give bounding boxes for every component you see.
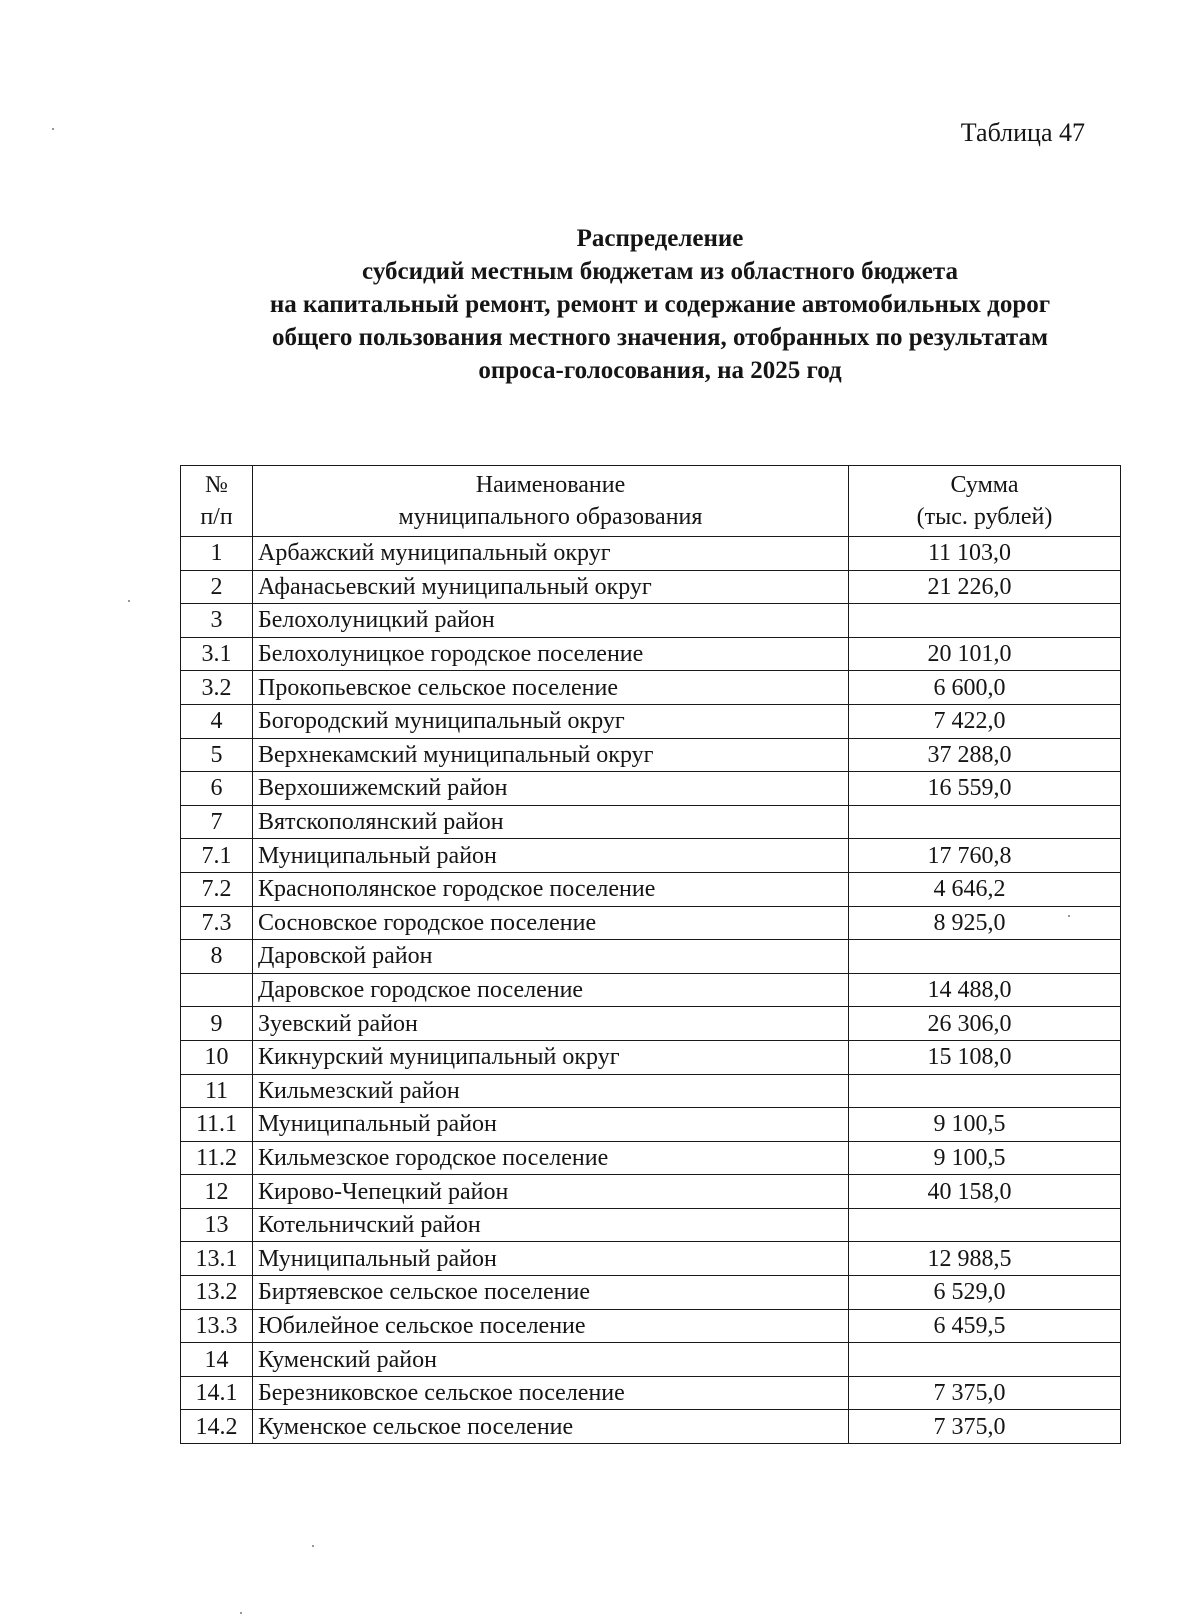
row-sum: 37 288,0	[849, 738, 1121, 772]
row-number: 11.2	[181, 1141, 253, 1175]
table-row	[181, 671, 1121, 705]
table-row	[181, 1276, 1121, 1310]
row-name: Муниципальный район	[253, 1242, 849, 1276]
row-number: 12	[181, 1175, 253, 1209]
table-row	[181, 1040, 1121, 1074]
row-name: Березниковское сельское поселение	[253, 1376, 849, 1410]
row-sum: 6 600,0	[849, 671, 1121, 705]
row-number: 1	[181, 537, 253, 571]
row-number: 13.1	[181, 1242, 253, 1276]
row-sum: 11 103,0	[849, 537, 1121, 571]
row-name: Афанасьевский муниципальный округ	[253, 570, 849, 604]
header-name-line1: Наименование	[475, 472, 626, 498]
table-row	[181, 704, 1121, 738]
row-number: 9	[181, 1007, 253, 1041]
row-name: Куменский район	[253, 1343, 849, 1377]
row-number: 8	[181, 940, 253, 974]
table-row	[181, 906, 1121, 940]
row-number: 3.2	[181, 671, 253, 705]
row-sum: 7 422,0	[849, 704, 1121, 738]
row-sum: 12 988,5	[849, 1242, 1121, 1276]
row-name: Арбажский муниципальный округ	[253, 537, 849, 571]
row-sum: 14 488,0	[849, 973, 1121, 1007]
row-name: Краснополянское городское поселение	[253, 872, 849, 906]
table-header-row	[181, 466, 1121, 537]
header-number	[181, 466, 253, 537]
table-row	[181, 1376, 1121, 1410]
scan-speck	[128, 600, 130, 602]
row-sum: 6 459,5	[849, 1309, 1121, 1343]
row-number: 10	[181, 1040, 253, 1074]
row-number: 7.2	[181, 872, 253, 906]
table-row	[181, 1410, 1121, 1444]
row-number: 7	[181, 805, 253, 839]
table-row	[181, 1175, 1121, 1209]
row-name: Прокопьевское сельское поселение	[253, 671, 849, 705]
scan-speck	[240, 1612, 242, 1614]
row-number: 13.2	[181, 1276, 253, 1310]
row-sum	[849, 1208, 1121, 1242]
table-row	[181, 1208, 1121, 1242]
table-row	[181, 772, 1121, 806]
row-number: 7.1	[181, 839, 253, 873]
row-name: Котельничский район	[253, 1208, 849, 1242]
table-row	[181, 1007, 1121, 1041]
table-row	[181, 1242, 1121, 1276]
row-sum: 16 559,0	[849, 772, 1121, 806]
row-sum: 9 100,5	[849, 1141, 1121, 1175]
row-sum: 17 760,8	[849, 839, 1121, 873]
row-number: 5	[181, 738, 253, 772]
row-name: Сосновское городское поселение	[253, 906, 849, 940]
table-row	[181, 1108, 1121, 1142]
row-number: 14.2	[181, 1410, 253, 1444]
row-name: Богородский муниципальный округ	[253, 704, 849, 738]
row-number: 6	[181, 772, 253, 806]
table-row	[181, 1309, 1121, 1343]
row-number: 13.3	[181, 1309, 253, 1343]
table-row	[181, 940, 1121, 974]
row-number	[181, 973, 253, 1007]
row-name: Даровское городское поселение	[253, 973, 849, 1007]
document-title	[160, 222, 1160, 387]
row-number: 11	[181, 1074, 253, 1108]
row-number: 14.1	[181, 1376, 253, 1410]
row-sum: 6 529,0	[849, 1276, 1121, 1310]
row-number: 3.1	[181, 637, 253, 671]
header-sum-line1: Сумма	[950, 472, 1019, 498]
row-name: Кирово-Чепецкий район	[253, 1175, 849, 1209]
scan-speck	[312, 1545, 314, 1547]
table-row	[181, 604, 1121, 638]
row-number: 2	[181, 570, 253, 604]
scan-speck	[1068, 915, 1070, 917]
row-sum	[849, 604, 1121, 638]
table-row	[181, 1074, 1121, 1108]
table-body	[181, 537, 1121, 1444]
table-row	[181, 570, 1121, 604]
table-row	[181, 738, 1121, 772]
row-sum: 40 158,0	[849, 1175, 1121, 1209]
row-number: 11.1	[181, 1108, 253, 1142]
row-name: Белохолуницкое городское поселение	[253, 637, 849, 671]
row-sum: 7 375,0	[849, 1376, 1121, 1410]
table-row	[181, 872, 1121, 906]
row-sum	[849, 940, 1121, 974]
row-name: Верхошижемский район	[253, 772, 849, 806]
table-row	[181, 1343, 1121, 1377]
row-sum: 20 101,0	[849, 637, 1121, 671]
row-number: 14	[181, 1343, 253, 1377]
row-sum: 21 226,0	[849, 570, 1121, 604]
title-line: общего пользования местного значения, отобранных по результатам	[271, 324, 1049, 351]
row-sum	[849, 1074, 1121, 1108]
header-sum-line2: (тыс. рублей)	[916, 504, 1053, 530]
table-row	[181, 537, 1121, 571]
row-name: Верхнекамский муниципальный округ	[253, 738, 849, 772]
header-number-line1: №	[205, 472, 228, 498]
header-sum	[849, 466, 1121, 537]
header-name	[253, 466, 849, 537]
row-name: Юбилейное сельское поселение	[253, 1309, 849, 1343]
row-name: Куменское сельское поселение	[253, 1410, 849, 1444]
table-row	[181, 839, 1121, 873]
row-sum: 4 646,2	[849, 872, 1121, 906]
row-name: Муниципальный район	[253, 1108, 849, 1142]
table-row	[181, 637, 1121, 671]
row-name: Кильмезское городское поселение	[253, 1141, 849, 1175]
row-name: Кикнурский муниципальный округ	[253, 1040, 849, 1074]
row-number: 3	[181, 604, 253, 638]
row-number: 4	[181, 704, 253, 738]
subsidy-distribution-table	[180, 465, 1121, 1444]
row-number: 7.3	[181, 906, 253, 940]
scan-speck	[52, 128, 54, 130]
title-line: на капитальный ремонт, ремонт и содержание автомобильных дорог	[269, 291, 1051, 318]
row-sum: 26 306,0	[849, 1007, 1121, 1041]
table-number-label: Таблица 47	[960, 118, 1085, 147]
row-name: Вятскополянский район	[253, 805, 849, 839]
title-line: Распределение	[576, 225, 744, 252]
row-sum: 8 925,0	[849, 906, 1121, 940]
row-name: Муниципальный район	[253, 839, 849, 873]
row-name: Кильмезский район	[253, 1074, 849, 1108]
row-name: Даровской район	[253, 940, 849, 974]
row-name: Биртяевское сельское поселение	[253, 1276, 849, 1310]
table-row	[181, 805, 1121, 839]
table-row	[181, 1141, 1121, 1175]
header-number-line2: п/п	[200, 504, 233, 530]
row-sum: 7 375,0	[849, 1410, 1121, 1444]
title-line: субсидий местным бюджетам из областного бюджета	[362, 258, 958, 285]
row-sum: 9 100,5	[849, 1108, 1121, 1142]
row-number: 13	[181, 1208, 253, 1242]
title-line: опроса-голосования, на 2025 год	[478, 357, 842, 384]
row-sum	[849, 1343, 1121, 1377]
row-sum: 15 108,0	[849, 1040, 1121, 1074]
row-name: Зуевский район	[253, 1007, 849, 1041]
row-sum	[849, 805, 1121, 839]
table-row	[181, 973, 1121, 1007]
header-name-line2: муниципального образования	[398, 504, 703, 530]
row-name: Белохолуницкий район	[253, 604, 849, 638]
